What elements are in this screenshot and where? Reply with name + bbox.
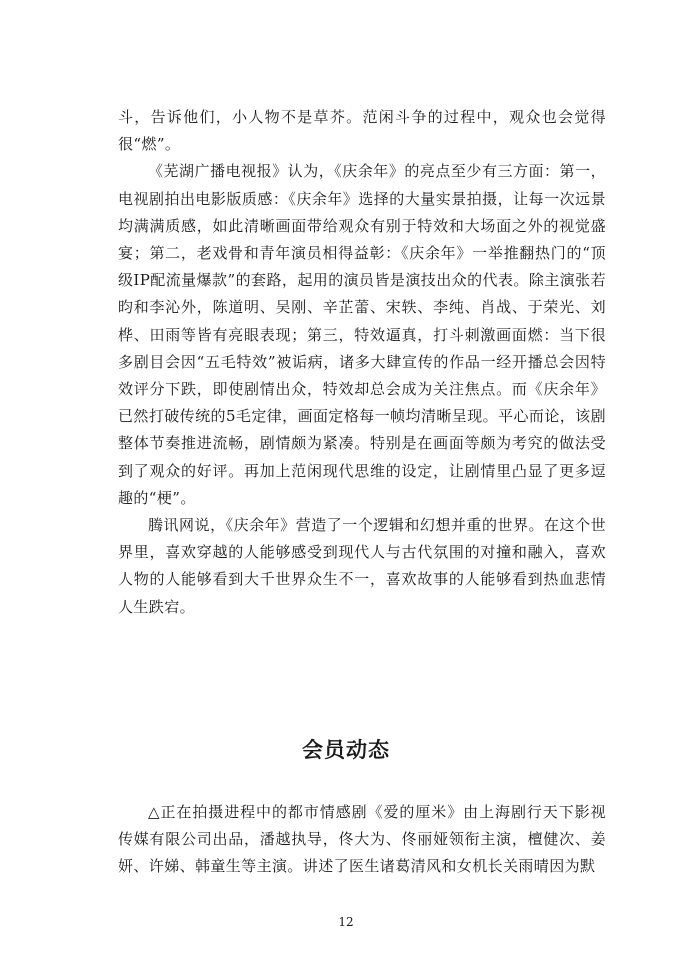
paragraph-member-news-item: △正在拍摄进程中的都市情感剧《爱的厘米》由上海剧行天下影视传媒有限公司出品，潘越执导，佟大为、佟丽娅领衔主演，檀健次、姜妍、许娣、韩童生等主演。讲述了医生诸葛清风和女机长关雨晴因为默 bbox=[118, 803, 606, 876]
article-body-top bbox=[118, 104, 606, 621]
section-heading-member-news: 会员动态 bbox=[302, 737, 390, 762]
paragraph-continuation: 斗，告诉他们，小人物不是草芥。范闲斗争的过程中，观众也会觉得很“燃”。 bbox=[118, 108, 606, 154]
paragraph-tencent-review: 腾讯网说，《庆余年》营造了一个逻辑和幻想并重的世界。在这个世界里，喜欢穿越的人能够感受到现代人与古代氛围的对撞和融入，喜欢人物的人能够看到大千世界众生不一，喜欢故事的人能够看到热血悲情人生跌宕。 bbox=[118, 516, 606, 616]
page-number: 12 bbox=[338, 915, 354, 929]
article-body-bottom bbox=[118, 799, 606, 881]
paragraph-wuhu-broadcast-review: 《芜湖广播电视报》认为，《庆余年》的亮点至少有三方面：第一，电视剧拍出电影版质感：《庆余年》选择的大量实景拍摄，让每一次远景均满满质感，如此清晰画面带给观众有别于特效和大场面之外的视觉盛宴；第二，老戏骨和青年演员相得益彰：《庆余年》一举推翻热门的“顶级IP配流量爆款”的套路，起用的演员皆是演技出众的代表。除主演张若昀和李沁外，陈道明、吴刚、辛芷蕾、宋轶、李纯、肖战、于荣光、刘桦、田雨等皆有亮眼表现；第三，特效逼真，打斗刺激画面燃：当下很多剧目会因“五毛特效”被诟病，诸多大肆宣传的作品一经开播总会因特效评分下跌，即使剧情出众，特效却总会成为关注焦点。而《庆余年》已然打破传统的5毛定律，画面定格每一帧均清晰呈现。平心而论，该剧整体节奏推进流畅，剧情颇为紧凑。特别是在画面等颇为考究的做法受到了观众的好评。再加上范闲现代思维的设定，让剧情里凸显了更多逗趣的“梗”。 bbox=[118, 162, 606, 507]
